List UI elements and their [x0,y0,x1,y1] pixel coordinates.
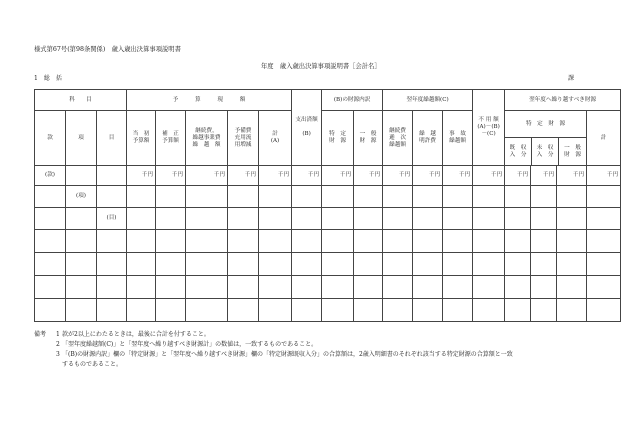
moku-label: (目) [97,208,127,230]
form-number: 様式第67号(第98条関係) 歳入歳出決算事項説明書 [34,46,181,53]
unit-label: 千円 [587,166,621,186]
header-supplementary-budget: 補 正 予算額 [156,111,186,166]
remark-text: 款が2以上にわたるときは，最後に合計を付すること。 [62,331,210,338]
remarks [34,330,594,370]
remark-number: 2 [56,341,60,348]
header-specific-funds-group: 特 定 財 源 既 収 入 分 未 収 入 分 一 般 財 源 [505,111,587,166]
remark-text: 「翌年度繰越額(C)」と「翌年度へ繰り越すべき財源計」の数値は，一致するものであること。 [62,341,318,348]
header-unused-amount: 不 用 額 (A)－(B) －(C) [473,90,505,166]
header-continuing-carryover: 継続費 逓 次 繰越額 [383,111,413,166]
header-explicit-carryover: 繰 越 明許費 [413,111,443,166]
unit-label: 千円 [127,166,156,186]
header-carryover-funding: 翌年度へ繰り越すべき財源 [505,90,621,111]
header-kamoku: 科 目 [35,90,127,111]
header-initial-budget: 当 初 予算額 [127,111,156,166]
remark-continuation: するものであること。 [62,361,123,368]
remark-item [34,350,594,360]
remark-number: 3 [56,351,60,358]
settlement-table [34,89,621,322]
unit-label: 千円 [505,166,531,186]
remark-item [34,330,594,340]
unit-label: 千円 [292,166,322,186]
table-row [35,276,621,299]
document-title: 年度 歳入歳出決算事項説明書［会計名］ [261,63,381,70]
remark-number: 1 [56,331,60,338]
table-row [35,253,621,276]
header-ko: 項 [66,111,97,166]
header-total-a: 計 (A) [259,111,292,166]
header-uncollected: 未 収 入 分 [532,138,559,165]
unit-label: 千円 [228,166,259,186]
unit-label: 千円 [531,166,557,186]
unit-label: 千円 [186,166,228,186]
header-expenditure: 支出済額 (B) [292,90,322,166]
ko-label: (項) [66,186,97,208]
unit-label: 千円 [259,166,292,186]
remarks-heading: 備考 [34,331,47,338]
header-reserve-fund: 予備費 充用流 用増減 [228,111,259,166]
header-moku: 目 [97,111,127,166]
table-row [35,299,621,322]
unit-label: 千円 [156,166,186,186]
unit-label: 千円 [557,166,587,186]
unit-label: 千円 [383,166,413,186]
header-accident-carryover: 事 故 繰越額 [443,111,473,166]
section-label: 1 総 括 [34,75,62,82]
unit-label: 千円 [443,166,473,186]
table-row [35,230,621,253]
header-funding-breakdown: (B)の財源内訳 [322,90,383,111]
unit-label: 千円 [354,166,383,186]
header-specific-funds: 特 定 財 源 [322,111,354,166]
unit-label: 千円 [473,166,505,186]
department-label: 課 [568,75,575,82]
header-continuing-expense: 継続費， 繰越事業費 繰 越 額 [186,111,228,166]
remark-text: 「(B)の財源内訳」欄の「特定財源」と「翌年度へ繰り越すべき財源」欄の「特定財源既収入分」の合算額は，2歳入明細書のそれぞれ該当する特定財源の合算額と一致 [62,351,513,358]
unit-label: 千円 [322,166,354,186]
kan-label: (款) [35,166,66,186]
unit-label: 千円 [413,166,443,186]
header-general-carryover: 一 般 財 源 [564,144,581,158]
header-general-funds: 一 般 財 源 [354,111,383,166]
remark-item [34,340,594,350]
header-carryover-c: 翌年度繰越額(C) [383,90,473,111]
header-kan: 款 [35,111,66,166]
header-total: 計 [587,111,621,166]
header-budget-amount: 予 算 現 額 [127,90,292,111]
header-collected: 既 収 入 分 [505,138,532,165]
